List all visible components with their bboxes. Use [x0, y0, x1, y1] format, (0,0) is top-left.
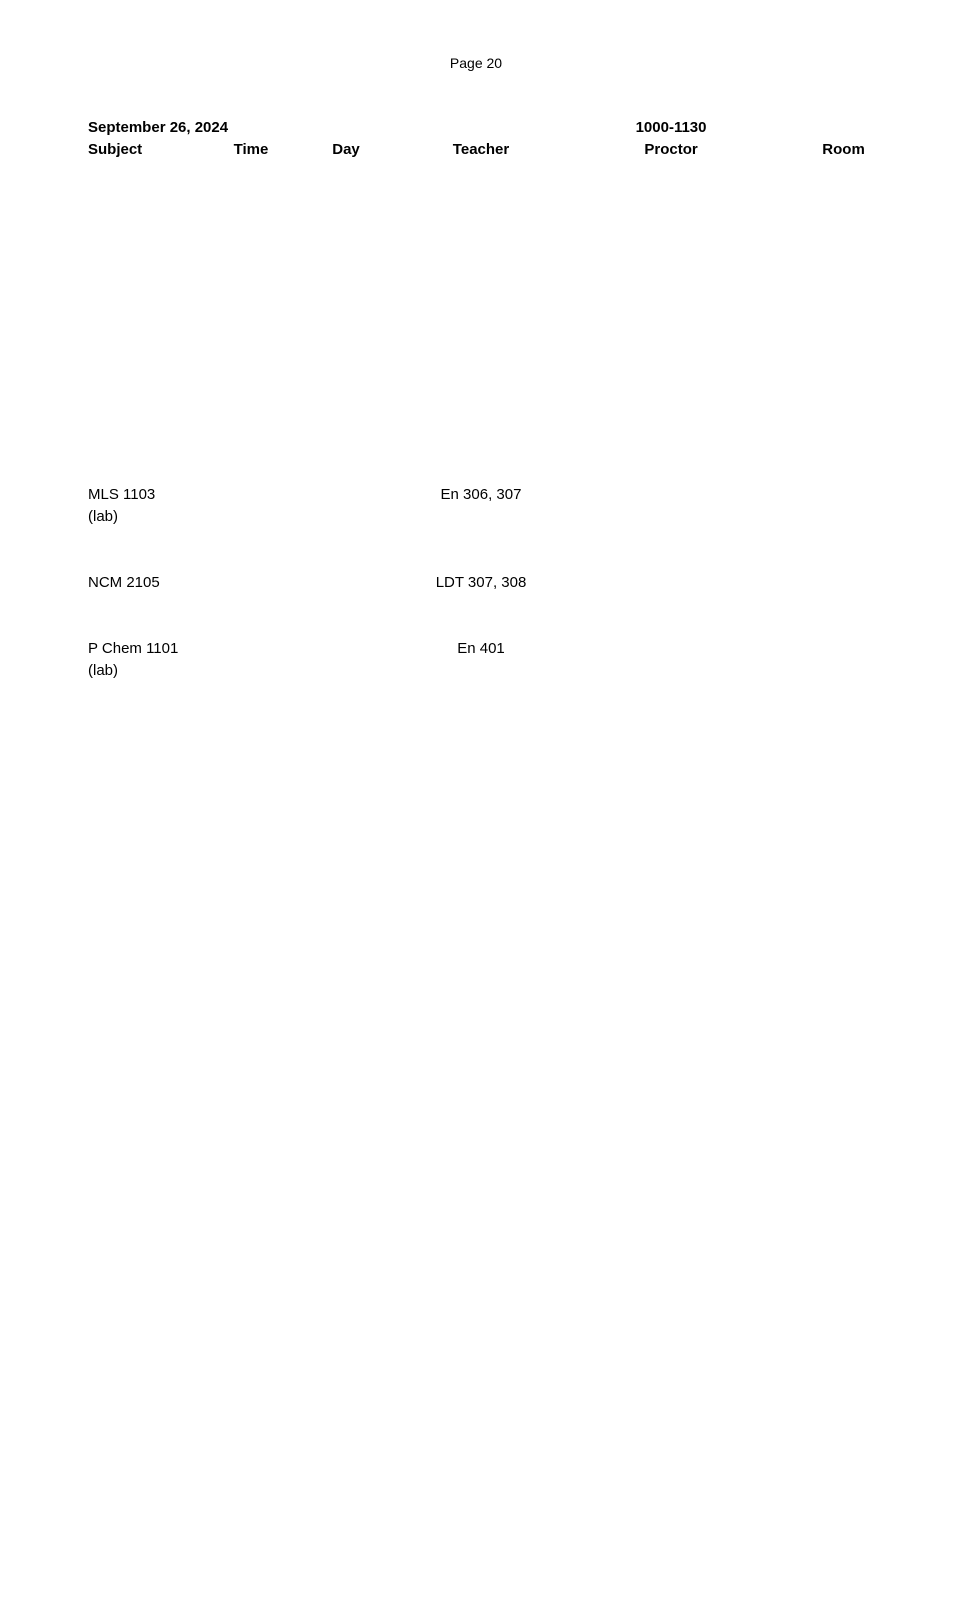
proctor-cell — [576, 572, 766, 594]
col-header-time: Time — [233, 141, 269, 158]
teacher-cell — [386, 506, 576, 528]
column-header-row — [88, 139, 921, 161]
proctor-cell — [576, 484, 766, 506]
room-cell — [766, 506, 921, 528]
schedule-groups — [0, 206, 980, 422]
header-table — [88, 117, 921, 161]
lab-section-table — [88, 572, 921, 594]
subject-cell: P Chem 1101 — [88, 640, 179, 657]
date-row-spacer — [766, 117, 921, 139]
day-cell — [306, 572, 386, 594]
time-cell — [196, 506, 306, 528]
day-cell — [306, 484, 386, 506]
time-cell — [196, 638, 306, 660]
table-row — [88, 484, 921, 506]
page-number: Page 20 — [449, 55, 503, 71]
proctor-cell — [576, 506, 766, 528]
time-cell — [196, 572, 306, 594]
room-cell — [766, 660, 921, 682]
lab-sections — [0, 484, 980, 682]
subject-cell: MLS 1103 — [88, 486, 156, 503]
date-row — [88, 117, 921, 139]
time-slot: 1000-1130 — [635, 119, 707, 136]
day-cell — [306, 638, 386, 660]
col-header-day: Day — [332, 141, 360, 158]
lab-rooms-cell: En 401 — [457, 640, 505, 657]
room-cell — [766, 484, 921, 506]
subject-cell: NCM 2105 — [88, 574, 160, 591]
lab-rooms-cell: LDT 307, 308 — [435, 574, 527, 591]
lab-note-cell: (lab) — [88, 508, 119, 525]
col-header-subject: Subject — [88, 141, 143, 158]
table-row — [88, 572, 921, 594]
table-row — [88, 660, 921, 682]
proctor-cell — [576, 638, 766, 660]
time-cell — [196, 660, 306, 682]
col-header-proctor: Proctor — [644, 141, 698, 158]
lab-rooms-cell: En 306, 307 — [440, 486, 522, 503]
teacher-cell — [386, 660, 576, 682]
day-cell — [306, 660, 386, 682]
lab-section-table — [88, 638, 921, 682]
day-cell — [306, 506, 386, 528]
lab-section-table — [88, 484, 921, 528]
exam-date: September 26, 2024 — [88, 119, 229, 136]
lab-note-cell: (lab) — [88, 662, 119, 679]
proctor-cell — [576, 660, 766, 682]
col-header-teacher: Teacher — [452, 141, 510, 158]
room-cell — [766, 638, 921, 660]
time-cell — [196, 484, 306, 506]
room-cell — [766, 572, 921, 594]
table-row — [88, 638, 921, 660]
table-row — [88, 506, 921, 528]
col-header-room: Room — [822, 141, 865, 158]
